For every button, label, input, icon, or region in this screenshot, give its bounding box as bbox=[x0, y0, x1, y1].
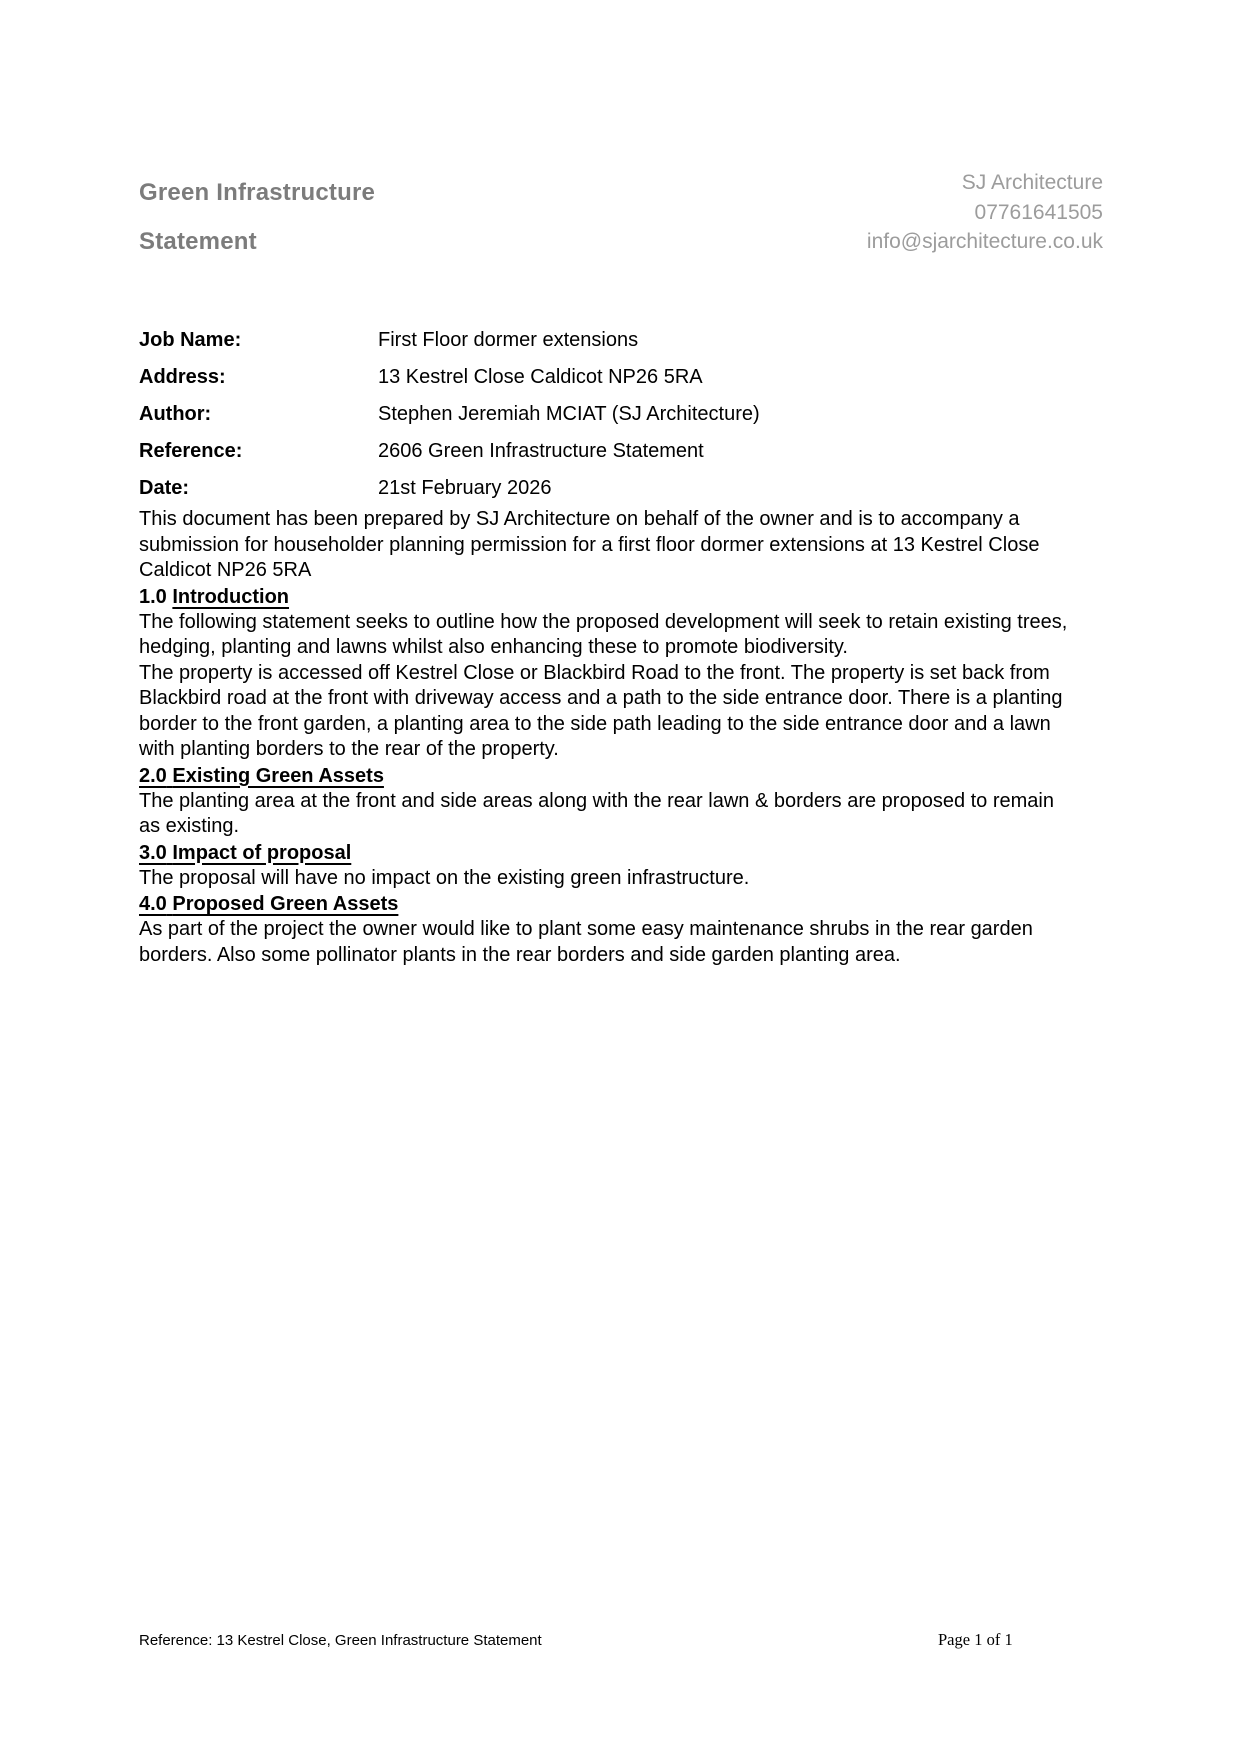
table-row bbox=[139, 396, 1103, 433]
section-heading-text bbox=[139, 842, 351, 864]
section-title: Introduction bbox=[172, 585, 290, 608]
table-row bbox=[139, 359, 1103, 396]
section-number: 3.0 bbox=[139, 841, 167, 864]
document-title bbox=[139, 168, 375, 266]
meta-value-job-name: First Floor dormer extensions bbox=[378, 329, 639, 351]
company-phone: 07761641505 bbox=[974, 200, 1103, 224]
meta-label-reference: Reference: bbox=[139, 440, 243, 462]
paragraph-proposed-green-assets: As part of the project the owner would like to plant some easy maintenance shrubs in the rear garden borders. Also some pollinator plants in the rear borders and side garden planting area. bbox=[139, 918, 1033, 966]
meta-label-job-name: Job Name: bbox=[139, 329, 242, 351]
meta-label-address: Address: bbox=[139, 366, 226, 388]
section-heading-proposed-green-assets bbox=[139, 891, 1079, 917]
section-heading-existing-green-assets bbox=[139, 763, 1079, 789]
paragraph-impact-of-proposal: The proposal will have no impact on the existing green infrastructure. bbox=[139, 866, 750, 889]
meta-value-author: Stephen Jeremiah MCIAT (SJ Architecture) bbox=[378, 403, 760, 425]
meta-label-author: Author: bbox=[139, 403, 212, 425]
section-title: Impact of proposal bbox=[172, 841, 352, 864]
paragraph-introduction-1: The following statement seeks to outline how the proposed development will seek to retain existing trees, hedging, planting and lawns whilst also enhancing these to promote biodiversity. bbox=[139, 610, 1068, 658]
section-heading-text bbox=[139, 765, 384, 787]
meta-value-address: 13 Kestrel Close Caldicot NP26 5RA bbox=[378, 366, 703, 388]
section-title: Proposed Green Assets bbox=[172, 893, 399, 915]
company-email: info@sjarchitecture.co.uk bbox=[866, 230, 1103, 253]
meta-value-date: 21st February 2026 bbox=[378, 477, 552, 499]
document-title-line1: Green Infrastructure bbox=[139, 179, 376, 206]
section-title: Existing Green Assets bbox=[172, 764, 384, 787]
footer-page-number: Page 1 of 1 bbox=[938, 1630, 1013, 1649]
table-row bbox=[139, 322, 1103, 359]
footer-reference: Reference: 13 Kestrel Close, Green Infrastructure Statement bbox=[139, 1632, 542, 1649]
section-number: 2.0 bbox=[139, 764, 167, 787]
letterhead bbox=[139, 168, 1103, 266]
meta-value-reference: 2606 Green Infrastructure Statement bbox=[378, 440, 704, 462]
table-row bbox=[139, 433, 1103, 470]
company-contact-block bbox=[867, 168, 1103, 257]
company-name: SJ Architecture bbox=[961, 171, 1103, 194]
section-number: 4.0 bbox=[139, 893, 167, 915]
document-title-line2: Statement bbox=[139, 228, 257, 255]
section-heading-text bbox=[139, 893, 398, 915]
paragraph-introduction-2: The property is accessed off Kestrel Close or Blackbird Road to the front. The property is set back from Blackbird road at the front with driveway access and a path to the side entrance door. There is a planting border to the front garden, a planting area to the side path leading to the side entrance door and a lawn with planting borders to the rear of the property. bbox=[139, 661, 1063, 760]
job-meta-table bbox=[139, 322, 1103, 507]
document-content bbox=[139, 0, 1103, 968]
table-row bbox=[139, 470, 1103, 507]
meta-label-date: Date: bbox=[139, 477, 190, 499]
intro-paragraph: This document has been prepared by SJ Architecture on behalf of the owner and is to accompany a submission for householder planning permission for a first floor dormer extensions at 13 Kestrel Close Caldicot NP26 5RA bbox=[139, 508, 1040, 581]
paragraph-existing-green-assets: The planting area at the front and side areas along with the rear lawn & borders are proposed to remain as existing. bbox=[139, 789, 1054, 837]
section-number: 1.0 bbox=[139, 585, 167, 608]
section-heading-introduction bbox=[139, 584, 1079, 610]
section-heading-impact-of-proposal bbox=[139, 840, 1079, 866]
